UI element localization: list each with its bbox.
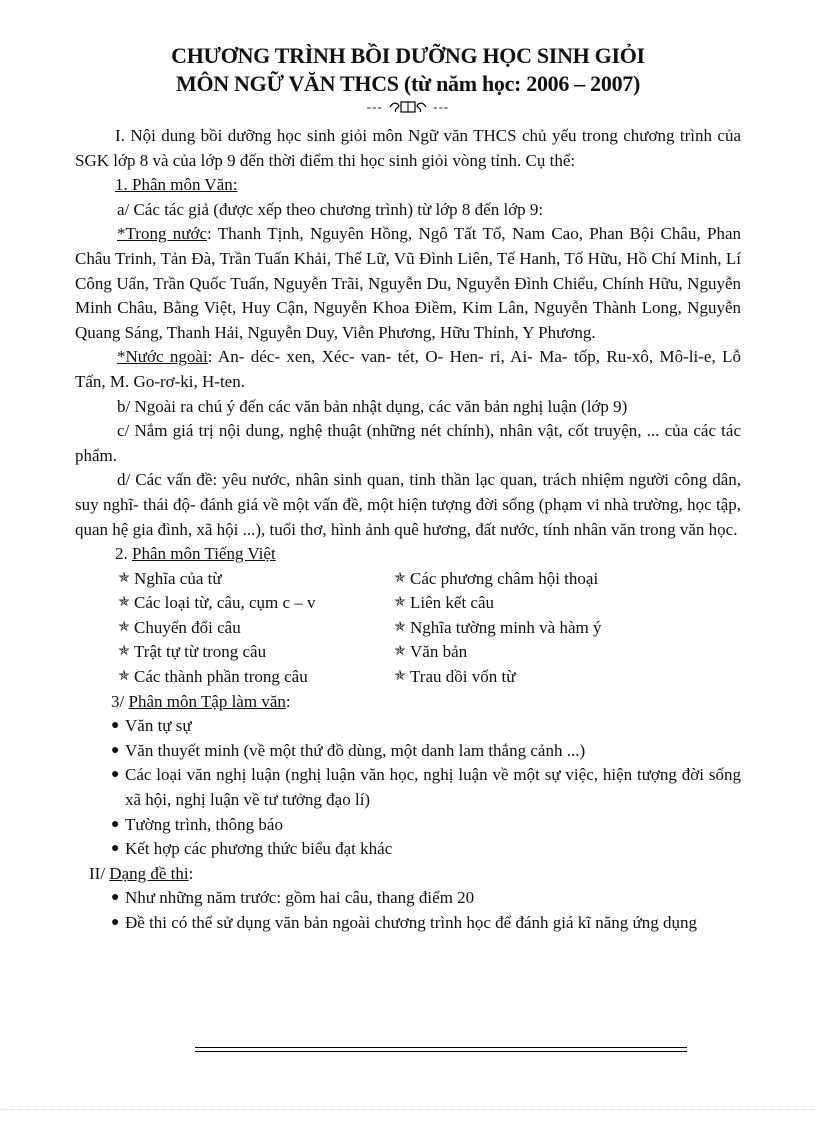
list-item xyxy=(117,591,393,616)
bullet-icon: ● xyxy=(111,742,120,758)
list-item xyxy=(393,640,723,665)
list-item-text: Đề thi có thể sử dụng văn bản ngoài chương trình học để đánh giá kĩ năng ứng dụng xyxy=(125,913,698,932)
book-icon xyxy=(388,100,428,114)
list-item xyxy=(75,714,741,739)
exam-format-list xyxy=(75,886,741,935)
domestic-label: *Trong nước xyxy=(117,224,208,244)
star-icon: ✯ xyxy=(118,669,130,685)
list-item-text: Như những năm trước: gồm hai câu, thang điểm 20 xyxy=(125,888,475,908)
part2-number: 2. xyxy=(115,544,132,564)
list-item-text: Nghĩa tường minh và hàm ý xyxy=(410,617,602,637)
domestic-authors: : Thanh Tịnh, Nguyên Hồng, Ngô Tất Tố, Nam Cao, Phan Bội Châu, Phan Châu Trinh, Tản Đà, Trần Tuấn Khải, Thế Lữ, Vũ Đình Liên, Tế Hanh, Tố Hữu, Hồ Chí Minh, Lí Công Uẩn, Trần Quốc Tuấn, Nguyễn Trãi, Nguyễn Du, Nguyễn Đình Chiểu, Chính Hữu, Nguyễn Minh Châu, Bằng Việt, Huy Cận, Nguyễn Khoa Điềm, Kim Lân, Nguyễn Thành Long, Nguyễn Quang Sáng, Thanh Hải, Nguyễn Duy, Viễn Phương, Hữu Thỉnh, Y Phương. xyxy=(75,224,741,342)
list-item xyxy=(393,665,723,690)
list-item-text: Trau dồi vốn từ xyxy=(410,667,516,687)
title-ornament xyxy=(75,100,741,116)
part1-b: b/ Ngoài ra chú ý đến các văn bản nhật dụng, các văn bản nghị luận (lớp 9) xyxy=(117,396,628,416)
list-item-text: Các thành phần trong câu xyxy=(134,667,308,687)
foreign-authors: : An- déc- xen, Xéc- van- tét, O- Hen- ri, Ai- Ma- tốp, Ru-xô, Mô-li-e, Lỗ Tấn, M. Go-rơ-ki, H-ten. xyxy=(75,347,742,391)
section-ii-heading xyxy=(75,862,741,887)
list-item-text: Các loại từ, câu, cụm c – v xyxy=(134,593,316,613)
star-icon: ✯ xyxy=(394,570,406,586)
list-item xyxy=(117,665,393,690)
part1-c: c/ Nắm giá trị nội dung, nghệ thuật (những nét chính), nhân vật, cốt truyện, ... của các tác phẩm. xyxy=(75,421,741,465)
list-item xyxy=(393,616,723,641)
part2-heading xyxy=(75,542,741,567)
list-item xyxy=(117,567,393,592)
bullet-icon: ● xyxy=(111,718,120,734)
part2-heading-text: Phân môn Tiếng Việt xyxy=(132,544,276,564)
part1-heading-text: 1. Phân môn Văn: xyxy=(115,175,238,195)
bullet-icon: ● xyxy=(111,816,120,832)
list-item xyxy=(75,886,741,911)
list-item xyxy=(75,739,741,764)
star-icon: ✯ xyxy=(394,669,406,685)
list-item xyxy=(75,763,741,812)
section-i-intro: I. Nội dung bồi dưỡng học sinh giỏi môn Ngữ văn THCS chủ yếu trong chương trình của SGK lớp 8 và của lớp 9 đến thời điểm thi học sinh giỏi vòng tỉnh. Cụ thể: xyxy=(75,126,741,170)
star-icon: ✯ xyxy=(394,644,406,660)
closing-rule-bottom xyxy=(195,1051,687,1052)
title-line-1: CHƯƠNG TRÌNH BỒI DƯỠNG HỌC SINH GIỎI xyxy=(171,43,645,68)
document-page xyxy=(75,42,741,936)
star-icon: ✯ xyxy=(118,570,130,586)
part3-colon: : xyxy=(285,691,291,711)
list-item xyxy=(393,567,723,592)
foreign-label: *Nước ngoài xyxy=(117,347,208,367)
closing-rule-top xyxy=(195,1047,687,1048)
list-item-text: Văn thuyết minh (về một thứ đồ dùng, một danh lam thắng cảnh ...) xyxy=(125,740,586,760)
bullet-icon: ● xyxy=(111,915,120,930)
list-item xyxy=(75,911,741,936)
list-item xyxy=(117,616,393,641)
vietnamese-topics-grid xyxy=(75,567,741,690)
part1-heading xyxy=(75,173,741,198)
list-item-text: Tường trình, thông báo xyxy=(125,814,283,834)
ornament-dash-left: --- xyxy=(366,99,383,114)
section-ii-heading-text: Dạng đề thi xyxy=(109,863,189,883)
part1-domestic xyxy=(75,222,741,345)
list-item-text: Văn tự sự xyxy=(125,716,192,736)
part1-a: a/ Các tác giả (được xếp theo chương trình) từ lớp 8 đến lớp 9: xyxy=(117,199,544,219)
section-ii-colon: : xyxy=(188,863,194,883)
part1-d: d/ Các vấn đề: yêu nước, nhân sinh quan, tinh thần lạc quan, trách nhiệm người công dân, suy nghĩ- thái độ- đánh giá về một vấn đề, một hiện tượng đời sống (phạm vi nhà trường, học tập, quan hệ gia đình, xã hội ...), tuổi thơ, hình ảnh quê hương, đất nước, tính nhân văn trong văn học. xyxy=(75,470,741,539)
list-item-text: Các phương châm hội thoại xyxy=(410,568,599,588)
star-icon: ✯ xyxy=(118,619,130,635)
section-ii-number: II/ xyxy=(89,863,110,883)
bullet-icon: ● xyxy=(111,841,120,857)
list-item-text: Văn bản xyxy=(410,642,468,662)
list-item xyxy=(75,813,741,838)
list-item-text: Trật tự từ trong câu xyxy=(134,642,267,662)
list-item-text: Chuyển đổi câu xyxy=(134,617,241,637)
part3-heading xyxy=(75,690,741,715)
list-item xyxy=(75,837,741,862)
bullet-icon: ● xyxy=(111,767,120,783)
writing-genres-list xyxy=(75,714,741,862)
bullet-icon: ● xyxy=(111,890,120,906)
star-icon: ✯ xyxy=(118,595,130,611)
list-item-text: Kết hợp các phương thức biểu đạt khác xyxy=(125,839,393,859)
list-item xyxy=(117,640,393,665)
part3-heading-text: Phân môn Tập làm văn xyxy=(128,691,286,711)
page-edge xyxy=(0,1109,816,1110)
star-icon: ✯ xyxy=(394,619,406,635)
part3-number: 3/ xyxy=(111,691,129,711)
list-item xyxy=(393,591,723,616)
ornament-dash-right: --- xyxy=(433,99,450,114)
title-line-2: MÔN NGỮ VĂN THCS (từ năm học: 2006 – 2007) xyxy=(175,71,641,96)
list-item-text: Liên kết câu xyxy=(410,593,495,613)
part1-foreign xyxy=(75,345,741,394)
list-item-text: Các loại văn nghị luận (nghị luận văn học, nghị luận về một sự việc, hiện tượng đời sống xã hội, nghị luận về tư tưởng đạo lí) xyxy=(125,765,741,810)
star-icon: ✯ xyxy=(118,644,130,660)
list-item-text: Nghĩa của từ xyxy=(134,568,222,588)
star-icon: ✯ xyxy=(394,595,406,611)
